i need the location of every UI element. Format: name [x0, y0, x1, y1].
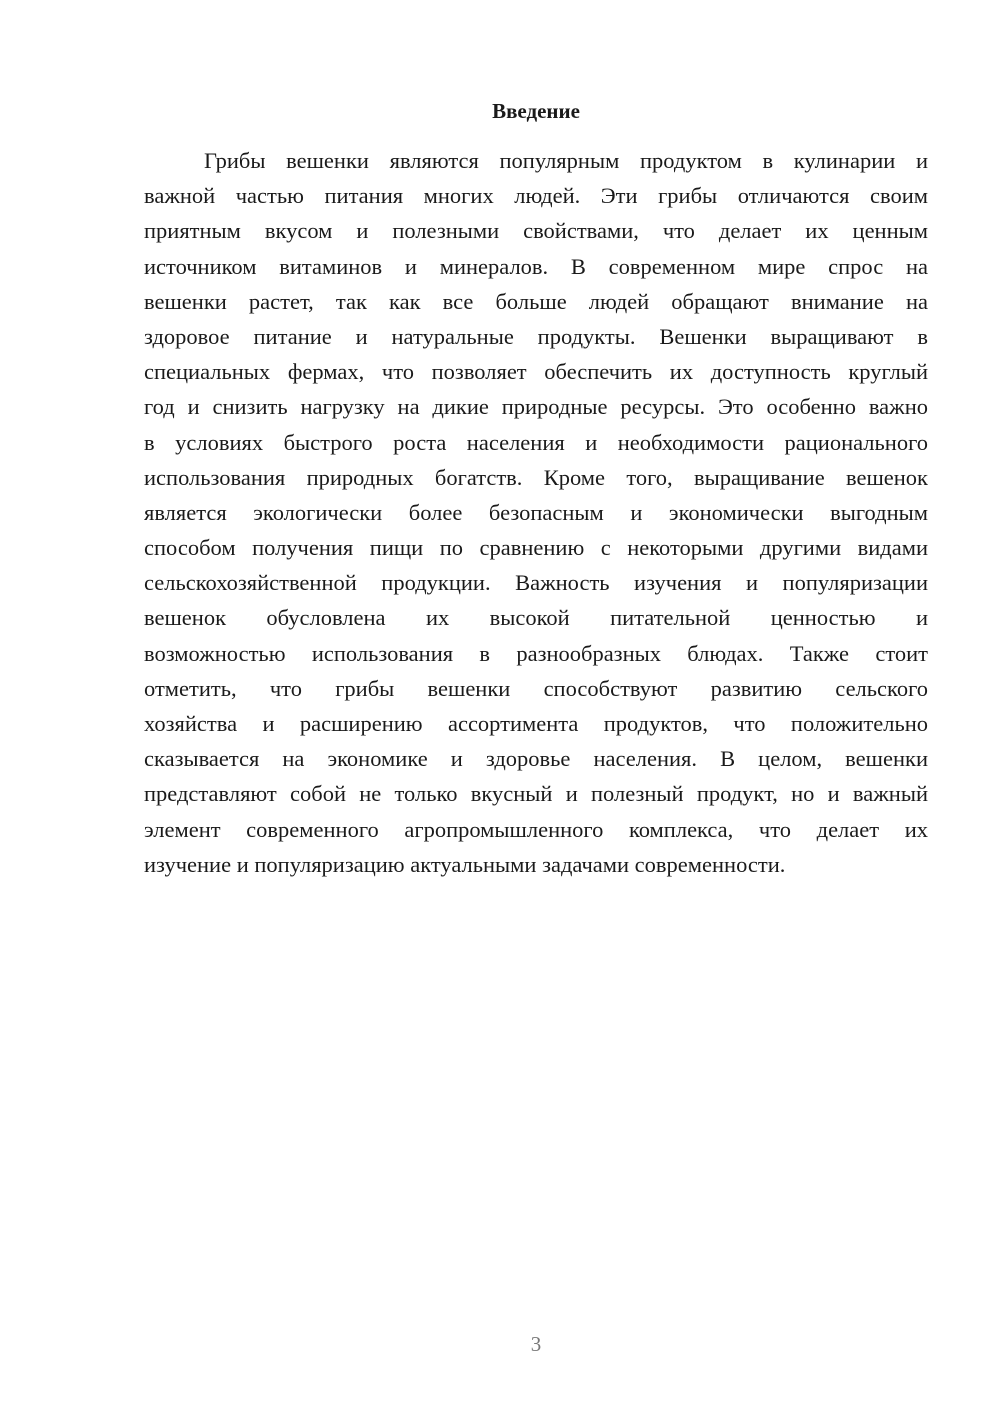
paragraph-line: важной частью питания многих людей. Эти грибы отличаются своим	[144, 183, 928, 209]
paragraph-line: вешенок обусловлена их высокой питательной ценностью и	[144, 605, 928, 631]
body-paragraph	[144, 143, 928, 882]
paragraph-line: источником витаминов и минералов. В современном мире спрос на	[144, 253, 928, 279]
paragraph-line: элемент современного агропромышленного комплекса, что делает их	[144, 816, 928, 842]
paragraph-line: сельскохозяйственной продукции. Важность изучения и популяризации	[144, 570, 928, 596]
page-number: 3	[530, 1332, 542, 1356]
paragraph-line: сказывается на экономике и здоровье населения. В целом, вешенки	[144, 746, 928, 772]
paragraph-line: вешенки растет, так как все больше людей обращают внимание на	[144, 288, 928, 314]
paragraph-line: использования природных богатств. Кроме того, выращивание вешенок	[144, 464, 928, 490]
paragraph-line: является экологически более безопасным и экономически выгодным	[144, 499, 928, 525]
paragraph-line: в условиях быстрого роста населения и необходимости рационального	[144, 429, 928, 455]
paragraph-line: хозяйства и расширению ассортимента продуктов, что положительно	[144, 711, 928, 736]
paragraph-line: Грибы вешенки являются популярным продуктом в кулинарии и	[204, 148, 928, 173]
section-title: Введение	[492, 99, 580, 123]
paragraph-line: здоровое питание и натуральные продукты. Вешенки выращивают в	[144, 323, 928, 349]
paragraph-line: представляют собой не только вкусный и полезный продукт, но и важный	[144, 781, 928, 807]
paragraph-line: специальных фермах, что позволяет обеспечить их доступность круглый	[144, 359, 928, 385]
paragraph-line: отметить, что грибы вешенки способствуют развитию сельского	[144, 675, 928, 701]
paragraph-line: приятным вкусом и полезными свойствами, что делает их ценным	[144, 218, 928, 244]
paragraph-line: изучение и популяризацию актуальными задачами современности.	[144, 851, 786, 877]
paragraph-line: возможностью использования в разнообразных блюдах. Также стоит	[144, 640, 928, 666]
paragraph-line: способом получения пищи по сравнению с некоторыми другими видами	[144, 535, 928, 561]
paragraph-line: год и снизить нагрузку на дикие природные ресурсы. Это особенно важно	[144, 394, 928, 420]
